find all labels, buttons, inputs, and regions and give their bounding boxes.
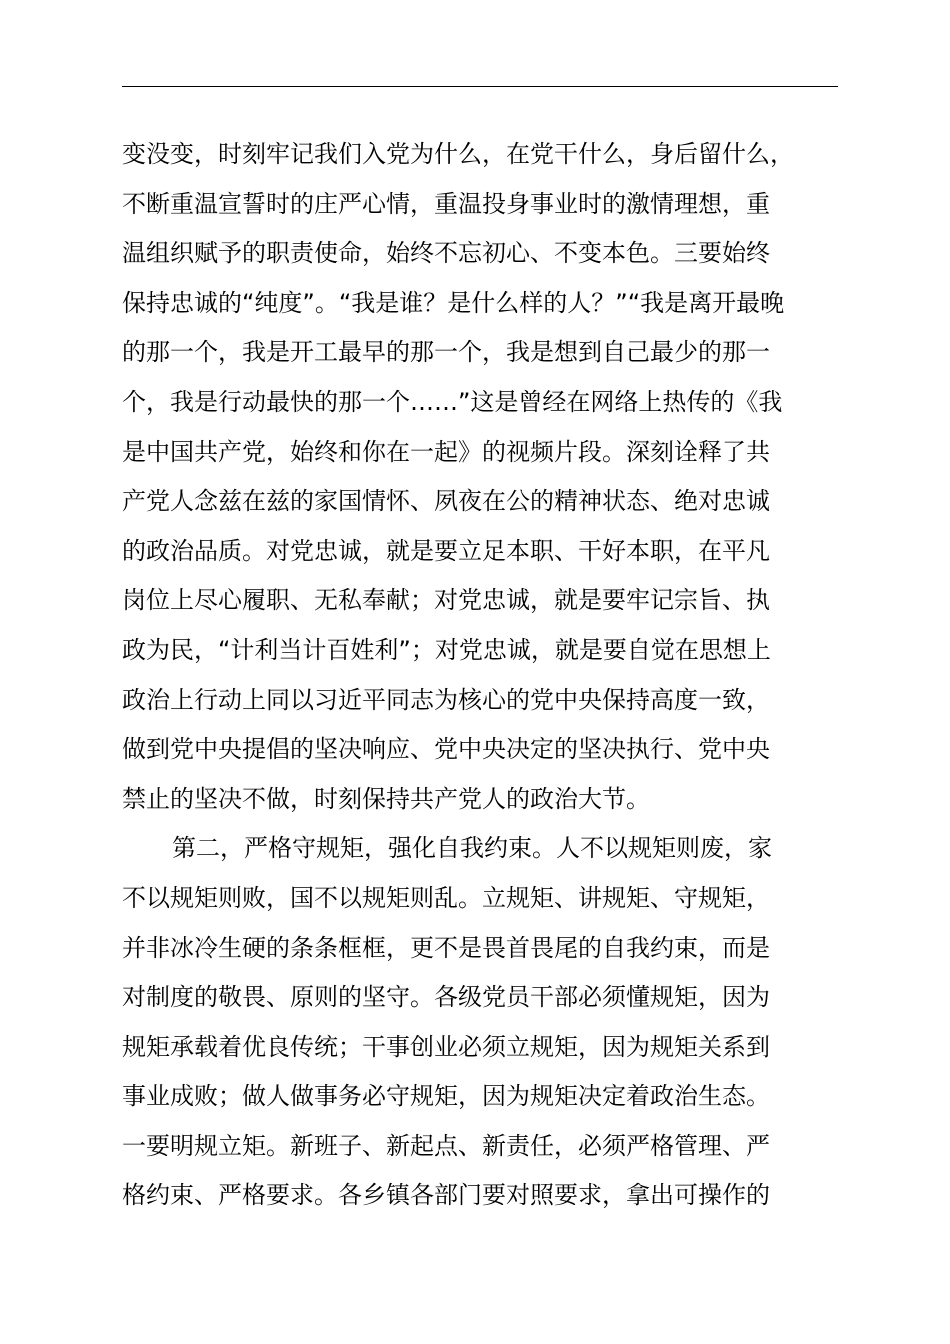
- header-rule: [122, 86, 838, 87]
- document-body: [122, 130, 838, 1221]
- text-line: 并非冰冷生硬的条条框框，更不是畏首畏尾的自我约束，而是: [122, 933, 770, 962]
- text-line: 温组织赋予的职责使命，始终不忘初心、不变本色。三要始终: [122, 239, 770, 268]
- text-line: 是中国共产党，始终和你在一起》的视频片段。深刻诠释了共: [122, 437, 770, 466]
- paragraph-start-line: 第二，严格守规矩，强化自我约束。人不以规矩则废，家: [172, 834, 772, 863]
- text-line: 事业成败；做人做事务必守规矩，因为规矩决定着政治生态。: [122, 1082, 770, 1111]
- text-line: 一要明规立矩。新班子、新起点、新责任，必须严格管理、严: [122, 1131, 770, 1160]
- text-line: 格约束、严格要求。各乡镇各部门要对照要求，拿出可操作的: [122, 1181, 770, 1210]
- text-line: 个，我是行动最快的那一个……”这是曾经在网络上热传的《我: [122, 387, 783, 416]
- text-line: 禁止的坚决不做，时刻保持共产党人的政治大节。: [122, 784, 650, 813]
- text-line: 对制度的敬畏、原则的坚守。各级党员干部必须懂规矩，因为: [122, 983, 770, 1012]
- text-line: 政治上行动上同以习近平同志为核心的党中央保持高度一致，: [122, 685, 770, 714]
- text-line: 的政治品质。对党忠诚，就是要立足本职、干好本职，在平凡: [122, 536, 770, 565]
- text-line: 不断重温宣誓时的庄严心情，重温投身事业时的激情理想，重: [122, 189, 770, 218]
- text-line: 岗位上尽心履职、无私奉献；对党忠诚，就是要牢记宗旨、执: [122, 586, 770, 615]
- text-line: 保持忠诚的“纯度”。“我是谁？是什么样的人？”“我是离开最晚: [122, 288, 785, 317]
- text-line: 变没变，时刻牢记我们入党为什么，在党干什么，身后留什么，: [122, 140, 794, 168]
- text-line: 不以规矩则败，国不以规矩则乱。立规矩、讲规矩、守规矩，: [122, 883, 770, 912]
- text-line: 的那一个，我是开工最早的那一个，我是想到自己最少的那一: [122, 338, 770, 367]
- text-line: 政为民，“计利当计百姓利”；对党忠诚，就是要自觉在思想上: [122, 635, 771, 664]
- text-line: 规矩承载着优良传统；干事创业必须立规矩，因为规矩关系到: [122, 1032, 770, 1061]
- text-line: 产党人念兹在兹的家国情怀、夙夜在公的精神状态、绝对忠诚: [122, 487, 770, 516]
- text-line: 做到党中央提倡的坚决响应、党中央决定的坚决执行、党中央: [122, 735, 770, 764]
